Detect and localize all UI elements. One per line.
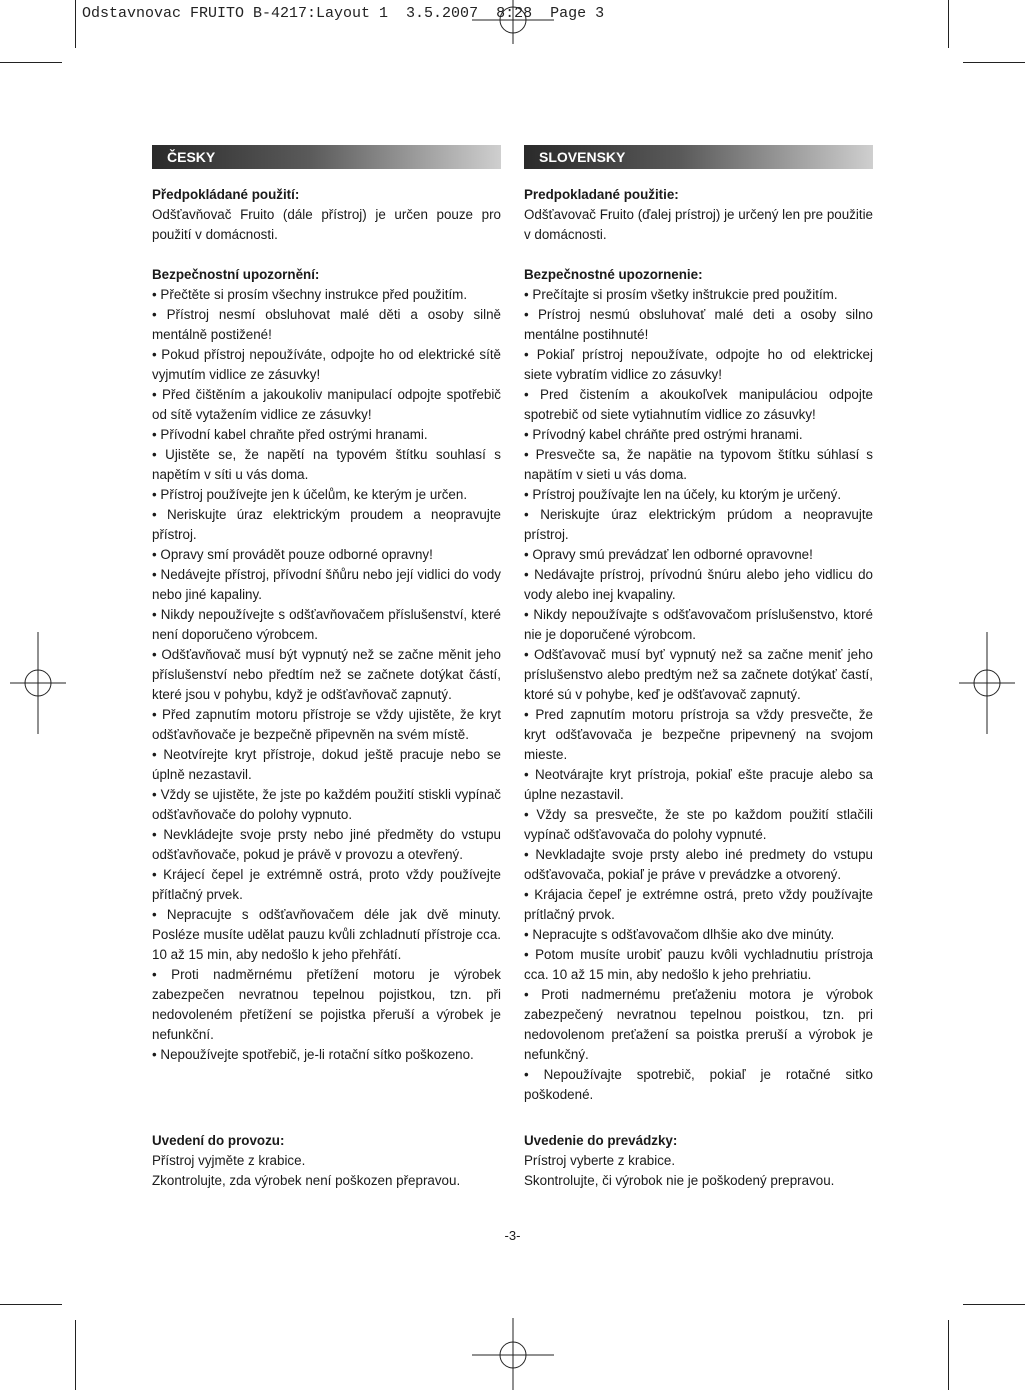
safety-item: • Proti nadměrnému přetížení motoru je výrobek zabezpečen nevratnou tepelnou pojistkou, tzn. při nedovoleném přetížení se pojistka přeruší a výrobek je nefunkční. bbox=[152, 965, 501, 1045]
safety-item: • Potom musíte urobiť pauzu kvôli vychladnutiu prístroja cca. 10 až 15 min, aby nedošlo k jeho prehriatiu. bbox=[524, 945, 873, 985]
safety-item: • Neriskujte úraz elektrickým prúdom a neopravujte prístroj. bbox=[524, 505, 873, 545]
safety-item: • Opravy smú prevádzať len odborné opravovne! bbox=[524, 545, 873, 565]
czech-column bbox=[152, 145, 501, 1191]
safety-item: • Pred čistením a akoukoľvek manipuláciou odpojte spotrebič od siete vytiahnutím vidlice zo zásuvky! bbox=[524, 385, 873, 425]
startup-line: Zkontrolujte, zda výrobek není poškozen přepravou. bbox=[152, 1173, 461, 1188]
safety-item: • Ujistěte se, že napětí na typovém štítku souhlasí s napětím v síti u vás doma. bbox=[152, 445, 501, 485]
registration-mark-top bbox=[472, 0, 554, 44]
intended-use-heading: Predpokladané použitie: bbox=[524, 187, 679, 202]
crop-mark-bottom-left-h bbox=[0, 1304, 62, 1305]
safety-section-cs bbox=[152, 265, 501, 1065]
safety-item: • Před čištěním a jakoukoliv manipulací odpojte spotřebič od sítě vytažením vidlice ze zásuvky! bbox=[152, 385, 501, 425]
crop-mark-top-left-v bbox=[75, 0, 76, 48]
startup-heading: Uvedenie do prevádzky: bbox=[524, 1133, 678, 1148]
startup-heading: Uvedení do provozu: bbox=[152, 1133, 285, 1148]
safety-item: • Pred zapnutím motoru prístroja sa vždy presvečte, že kryt odšťavovača je bezpečne pripevnený na svojom mieste. bbox=[524, 705, 873, 765]
safety-list bbox=[152, 285, 501, 1065]
safety-section-sk bbox=[524, 265, 873, 1105]
safety-item: • Neotvárajte kryt prístroja, pokiaľ ešte pracuje alebo sa úplne nezastavil. bbox=[524, 765, 873, 805]
safety-item: • Nikdy nepoužívajte s odšťavovačom príslušenstvo, ktoré nie je doporučené výrobcom. bbox=[524, 605, 873, 645]
safety-item: • Nikdy nepoužívejte s odšťavňovačem příslušenství, které není doporučeno výrobcem. bbox=[152, 605, 501, 645]
crop-mark-top-left-h bbox=[0, 62, 62, 63]
crop-mark-top-right-h bbox=[963, 62, 1025, 63]
safety-list bbox=[524, 285, 873, 1105]
startup-line: Přístroj vyjměte z krabice. bbox=[152, 1153, 306, 1168]
safety-item: • Prístroj používajte len na účely, ku ktorým je určený. bbox=[524, 485, 873, 505]
intended-use-cs bbox=[152, 185, 501, 245]
safety-heading: Bezpečnostní upozornění: bbox=[152, 267, 320, 282]
intended-use-heading: Předpokládané použití: bbox=[152, 187, 300, 202]
safety-item: • Odšťavovač musí byť vypnutý než sa začne meniť jeho príslušenstvo alebo predtým než sa začnete dotýkať častí, ktoré sú v pohybe, keď je odšťavovač zapnutý. bbox=[524, 645, 873, 705]
intended-use-text: Odšťavovač Fruito (ďalej prístroj) je určený len pre použitie v domácnosti. bbox=[524, 207, 873, 242]
safety-item: • Pokiaľ prístroj nepoužívate, odpojte ho od elektrickej siete vybratím vidlice zo zásuvky! bbox=[524, 345, 873, 385]
safety-item: • Presvečte sa, že napätie na typovom štítku súhlasí s napätím v sieti u vás doma. bbox=[524, 445, 873, 485]
safety-item: • Prívodný kabel chráňte pred ostrými hranami. bbox=[524, 425, 873, 445]
safety-item: • Přečtěte si prosím všechny instrukce před použitím. bbox=[152, 285, 501, 305]
safety-heading: Bezpečnostné upozornenie: bbox=[524, 267, 703, 282]
safety-item: • Vždy sa presvečte, že ste po každom použití stlačili vypínač odšťavovača do polohy vypnuté. bbox=[524, 805, 873, 845]
safety-item: • Krájecí čepel je extrémně ostrá, proto vždy používejte přítlačný prvek. bbox=[152, 865, 501, 905]
safety-item: • Před zapnutím motoru přístroje se vždy ujistěte, že kryt odšťavňovače je bezpečně připevněn na svém místě. bbox=[152, 705, 501, 745]
safety-item: • Prístroj nesmú obsluhovať malé deti a osoby silno mentálne postihnuté! bbox=[524, 305, 873, 345]
registration-mark-left bbox=[10, 632, 66, 734]
safety-item: • Nepracujte s odšťavňovačem déle jak dvě minuty. Posléze musíte udělat pauzu kvůli zchladnutí přístroje cca. 10 až 15 min, aby nedošlo k jeho přehřátí. bbox=[152, 905, 501, 965]
startup-line: Prístroj vyberte z krabice. bbox=[524, 1153, 676, 1168]
safety-item: • Nedávajte prístroj, prívodnú šnúru alebo jeho vidlicu do vody alebo inej kvapaliny. bbox=[524, 565, 873, 605]
safety-item: • Prečítajte si prosím všetky inštrukcie pred použitím. bbox=[524, 285, 873, 305]
safety-item: • Nevkladajte svoje prsty alebo iné predmety do vstupu odšťavovača, pokiaľ je práve v prevádzke a otvorený. bbox=[524, 845, 873, 885]
crop-mark-bottom-right-v bbox=[948, 1320, 949, 1390]
crop-mark-bottom-left-v bbox=[75, 1320, 76, 1390]
safety-item: • Přístroj používejte jen k účelům, ke kterým je určen. bbox=[152, 485, 501, 505]
safety-item: • Nedávejte přístroj, přívodní šňůru nebo její vidlici do vody nebo jiné kapaliny. bbox=[152, 565, 501, 605]
printer-slug: Odstavnovac FRUITO B-4217:Layout 1 3.5.2007 8:28 Page 3 bbox=[82, 5, 605, 22]
intended-use-text: Odšťavňovač Fruito (dále přístroj) je určen pouze pro použití v domácnosti. bbox=[152, 207, 501, 242]
slovak-column bbox=[524, 145, 873, 1191]
safety-item: • Nepracujte s odšťavovačom dlhšie ako dve minúty. bbox=[524, 925, 873, 945]
safety-item: • Proti nadmernému preťaženiu motora je výrobok zabezpečený nevratnou tepelnou poistkou, tzn. pri nedovolenom preťažení sa poistka preruší a výrobok je nefunkčný. bbox=[524, 985, 873, 1065]
intended-use-sk bbox=[524, 185, 873, 245]
safety-item: • Nevkládejte svoje prsty nebo jiné předměty do vstupu odšťavňovače, pokud je právě v provozu a otevřený. bbox=[152, 825, 501, 865]
safety-item: • Vždy se ujistěte, že jste po každém použití stiskli vypínač odšťavňovače do polohy vypnuto. bbox=[152, 785, 501, 825]
page-number: -3- bbox=[504, 1228, 521, 1243]
safety-item: • Přístroj nesmí obsluhovat malé děti a osoby silně mentálně postižené! bbox=[152, 305, 501, 345]
startup-line: Skontrolujte, či výrobok nie je poškodený prepravou. bbox=[524, 1173, 835, 1188]
crop-mark-top-right-v bbox=[948, 0, 949, 48]
startup-section-sk bbox=[524, 1131, 873, 1191]
registration-mark-bottom bbox=[472, 1318, 554, 1390]
section-header-slovensky: SLOVENSKY bbox=[524, 145, 873, 169]
safety-item: • Neriskujte úraz elektrickým proudem a neopravujte přístroj. bbox=[152, 505, 501, 545]
safety-item: • Krájacia čepeľ je extrémne ostrá, preto vždy používajte prítlačný prvok. bbox=[524, 885, 873, 925]
startup-section-cs bbox=[152, 1131, 501, 1191]
safety-item: • Nepoužívajte spotrebič, pokiaľ je rotačné sitko poškodené. bbox=[524, 1065, 873, 1105]
safety-item: • Nepoužívejte spotřebič, je-li rotační sítko poškozeno. bbox=[152, 1045, 501, 1065]
section-header-cesky: ČESKY bbox=[152, 145, 501, 169]
safety-item: • Odšťavňovač musí být vypnutý než se začne měnit jeho příslušenství nebo předtím než se začnete dotýkat částí, které jsou v pohybu, když je odšťavňovač zapnutý. bbox=[152, 645, 501, 705]
safety-item: • Pokud přístroj nepoužíváte, odpojte ho od elektrické sítě vyjmutím vidlice ze zásuvky! bbox=[152, 345, 501, 385]
safety-item: • Přívodní kabel chraňte před ostrými hranami. bbox=[152, 425, 501, 445]
safety-item: • Neotvírejte kryt přístroje, dokud ještě pracuje nebo se úplně nezastavil. bbox=[152, 745, 501, 785]
registration-mark-right bbox=[959, 632, 1015, 734]
safety-item: • Opravy smí provádět pouze odborné opravny! bbox=[152, 545, 501, 565]
crop-mark-bottom-right-h bbox=[963, 1304, 1025, 1305]
